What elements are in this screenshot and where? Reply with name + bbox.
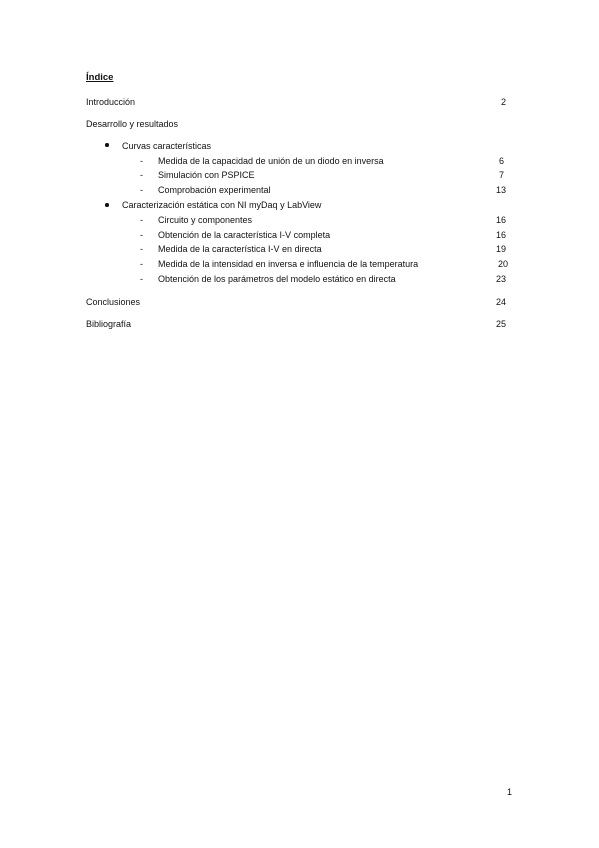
toc-entry-page: 19 [495,244,506,254]
page-number: 1 [507,787,513,797]
toc-entry-page: 23 [495,274,506,284]
toc-entry-page: 20 [497,259,508,269]
dash-marker: - [140,259,143,269]
dash-marker: - [140,156,143,166]
toc-entry-label: Caracterización estática con NI myDaq y LabView [122,200,322,210]
toc-entry-label: Medida de la intensidad en inversa e influencia de la temperatura [158,259,419,269]
toc-entry-conclusiones [86,296,506,308]
toc-entry-bibliografia [86,318,506,330]
toc-entry-caracterizacion [122,199,502,211]
dash-marker: - [140,274,143,284]
dash-marker: - [140,230,143,240]
toc-entry-page: 24 [495,297,506,307]
toc-subentry [158,184,506,196]
toc-entry-label: Medida de la capacidad de unión de un diodo en inversa [158,156,384,166]
toc-entry-label: Simulación con PSPICE [158,170,255,180]
dash-marker: - [140,215,143,225]
toc-subentry [158,229,506,241]
toc-entry-desarrollo [86,118,506,130]
toc-entry-page: 6 [498,156,504,166]
bullet-marker [105,143,109,147]
toc-entry-page: 16 [495,215,506,225]
toc-entry-page: 7 [498,170,504,180]
toc-entry-page: 2 [500,97,506,107]
toc-entry-label: Conclusiones [86,297,141,307]
dash-marker: - [140,185,143,195]
toc-entry-label: Obtención de la característica I-V completa [158,230,331,240]
toc-entry-introduccion [86,96,506,108]
dash-marker: - [140,170,143,180]
toc-entry-page: 25 [495,319,506,329]
toc-entry-page: 13 [495,185,506,195]
toc-subentry [158,155,506,167]
toc-entry-label: Introducción [86,97,136,107]
toc-entry-label: Desarrollo y resultados [86,119,179,129]
toc-entry-label: Comprobación experimental [158,185,271,195]
toc-subentry [158,273,506,285]
toc-entry-label: Curvas características [122,141,212,151]
index-title: Índice [86,72,114,83]
toc-subentry [158,214,506,226]
toc-entry-label: Bibliografía [86,319,132,329]
toc-entry-page: 16 [495,230,506,240]
toc-entry-label: Medida de la característica I-V en directa [158,244,322,254]
toc-entry-label: Obtención de los parámetros del modelo estático en directa [158,274,396,284]
dash-marker: - [140,244,143,254]
toc-entry-curvas [122,140,502,152]
toc-subentry [158,258,510,270]
toc-entry-label: Circuito y componentes [158,215,253,225]
toc-subentry [158,169,506,181]
bullet-marker [105,203,109,207]
toc-subentry [158,243,506,255]
